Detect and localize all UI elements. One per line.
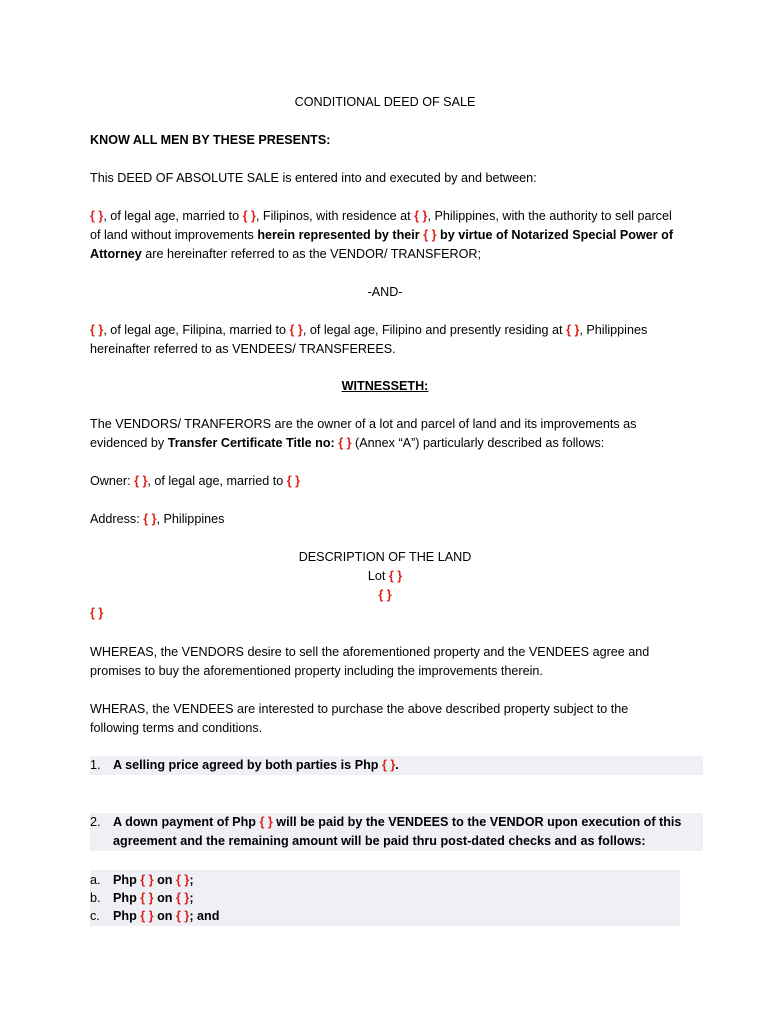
term-number: 2. (90, 815, 101, 829)
placeholder: { } (566, 323, 580, 337)
placeholder: { } (140, 873, 154, 887)
placeholder: { } (414, 209, 428, 223)
placeholder: { } (388, 569, 403, 583)
owner-line: Owner: { }, of legal age, married to { } (90, 474, 301, 488)
vendor-paragraph: { }, of legal age, married to { }, Filipinos, with residence at { }, Philippines, with the authority to sell parcel of land without improvements herein represented by their { } by virtue of Notarized Special Power of Attorney are hereinafter referred to as the VENDOR/ TRANSFEROR; (90, 209, 674, 261)
payment-schedule (90, 870, 680, 926)
placeholder: { } (140, 891, 154, 905)
placeholder: { } (423, 228, 437, 242)
placeholder: { } (176, 909, 190, 923)
placeholder: { } (259, 815, 273, 829)
term-number: 1. (90, 758, 101, 772)
placeholder: { } (134, 474, 148, 488)
document-title: CONDITIONAL DEED OF SALE (294, 95, 476, 109)
whereas-paragraph-1: WHEREAS, the VENDORS desire to sell the aforementioned property and the VENDEES agree and promises to buy the aforementioned property including the improvements therein. (90, 645, 650, 678)
placeholder: { } (90, 323, 104, 337)
placeholder: { } (338, 436, 352, 450)
placeholder: { } (242, 209, 256, 223)
placeholder: { } (176, 873, 190, 887)
term-item-1: 1. A selling price agreed by both parties is Php { }. (90, 756, 703, 775)
payment-item-c: c. Php { } on { }; and (90, 909, 220, 923)
lot-line: Lot { } (367, 569, 403, 583)
land-description (90, 548, 680, 605)
witnesseth-heading: WITNESSETH: (341, 379, 429, 393)
placeholder: { } (140, 909, 154, 923)
placeholder: { } (286, 474, 301, 488)
land-description-heading: DESCRIPTION OF THE LAND (298, 550, 472, 564)
placeholder: { } (378, 588, 392, 602)
placeholder: { } (289, 323, 303, 337)
placeholder: { } (90, 606, 104, 620)
term-item-2: 2. A down payment of Php { } will be paid by the VENDEES to the VENDOR upon execution of this agreement and the remaining amount will be paid thru post-dated checks and as follows: (90, 813, 703, 851)
lot-detail-line (90, 586, 680, 605)
placeholder: { } (176, 891, 190, 905)
know-all-heading: KNOW ALL MEN BY THESE PRESENTS: (90, 133, 331, 147)
address-line: Address: { }, Philippines (90, 512, 225, 526)
placeholder: { } (143, 512, 157, 526)
and-separator: -AND- (367, 285, 403, 299)
land-detail-line (90, 604, 680, 623)
payment-item-a: a. Php { } on { }; (90, 873, 194, 887)
whereas-paragraph-2: WHERAS, the VENDEES are interested to purchase the above described property subject to the following terms and conditions. (90, 702, 629, 735)
vendee-paragraph: { }, of legal age, Filipina, married to { }, of legal age, Filipino and presently residing at { }, Philippines hereinafter referred to as VENDEES/ TRANSFEREES. (90, 323, 648, 356)
payment-item-b: b. Php { } on { }; (90, 891, 194, 905)
intro-paragraph: This DEED OF ABSOLUTE SALE is entered into and executed by and between: (90, 171, 537, 185)
placeholder: { } (381, 758, 396, 772)
tct-paragraph: The VENDORS/ TRANFERORS are the owner of a lot and parcel of land and its improvements as evidenced by Transfer Certificate Title no: { } (Annex “A”) particularly described as follows: (90, 417, 637, 450)
placeholder: { } (90, 209, 104, 223)
